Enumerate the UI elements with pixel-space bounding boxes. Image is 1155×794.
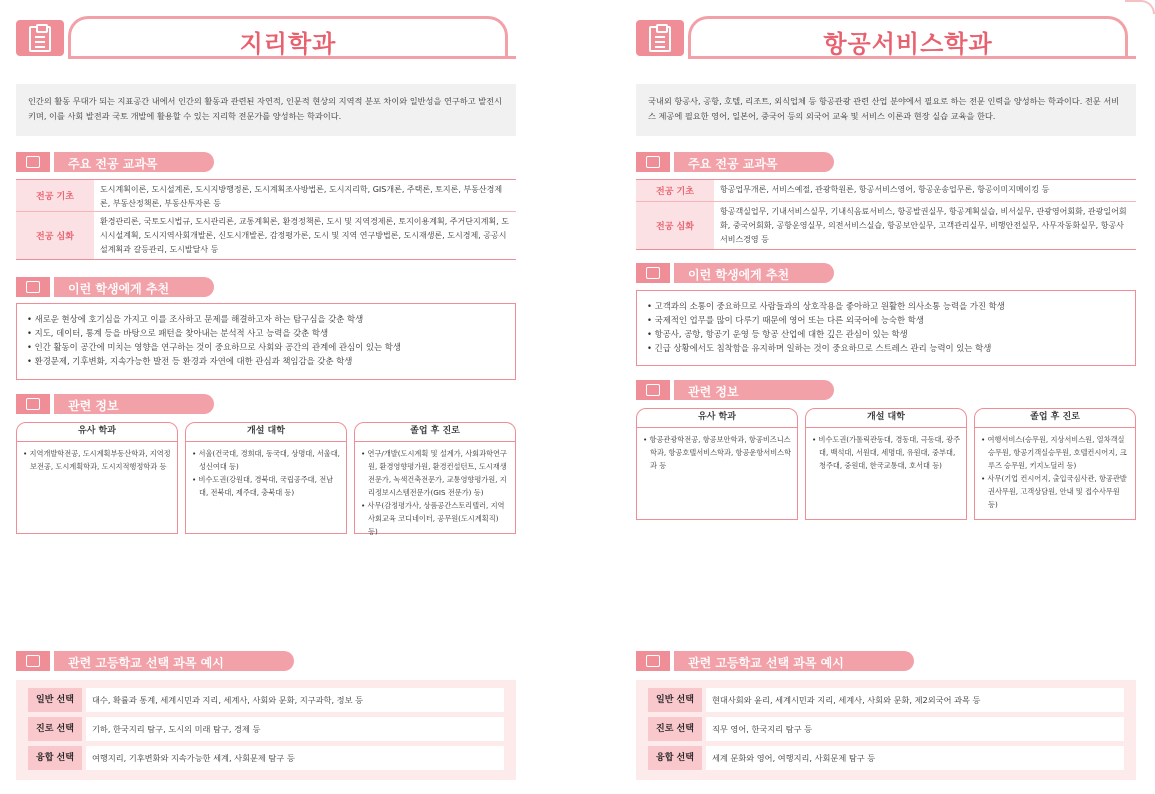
notebook-icon	[16, 152, 50, 172]
title-bar	[636, 14, 1136, 68]
page-corner-decoration	[1125, 0, 1155, 14]
hs-subjects: 기하, 한국지리 탐구, 도시의 미래 탐구, 경제 등	[86, 717, 504, 741]
section-header-courses	[16, 152, 516, 172]
info-item: • 여행서비스(승무원, 지상서비스원, 열차객실승무원, 항공기객실승무원, 호텔컨시어지, 크루즈 승무원, 키지노딜러 등)	[980, 433, 1130, 472]
course-table	[636, 179, 1136, 250]
book-icon	[636, 651, 670, 671]
page-title: 지리학과	[239, 30, 337, 58]
info-item: • 항공관광학전공, 항공보안학과, 항공비즈니스학과, 항공호텔서비스학과, 항공운항서비스학과 등	[642, 433, 792, 472]
info-item: • 연구/개발(도시계획 및 설계가, 사회과학연구원, 환경영향평가원, 환경컨설턴트, 도시재생전문가, 녹색건축전문가, 교통영향평가원, 지리정보시스템전문가(GIS 전문가) 등)	[360, 447, 510, 499]
section-label: 관련 정보	[68, 399, 119, 413]
hs-row	[28, 688, 504, 712]
highschool-box	[16, 680, 516, 780]
course-content: 환경관리론, 국토도시법규, 도시관리론, 교통계획론, 환경정책론, 도시 및 지역경제론, 토지이용계획, 주거단지계획, 도시시설계획, 도시지역사회개발론, 신도시개발론, 감정평가론, 도시 및 지역 연구방법론, 도시재생론, 도시경제, 공공시설계획과 갈등관리, 도시발달사 등	[100, 217, 509, 254]
info-column-head: 개설 대학	[185, 422, 347, 442]
hs-tag: 일반 선택	[28, 688, 82, 712]
recommend-item: • 인간 활동이 공간에 미치는 영향을 연구하는 것이 중요하므로 사회와 공간의 관계에 관심이 있는 학생	[27, 340, 505, 354]
course-row	[16, 180, 516, 212]
recommend-box	[636, 290, 1136, 366]
info-column	[974, 408, 1136, 520]
course-category: 전공 기초	[16, 180, 94, 211]
info-item: • 지역개발학전공, 도시계획부동산학과, 지역정보전공, 도시계획학과, 도시지적행정학과 등	[22, 447, 172, 473]
hs-tag: 융합 선택	[28, 746, 82, 770]
section-label: 주요 전공 교과목	[68, 157, 158, 171]
folder-icon	[16, 277, 50, 297]
course-row	[16, 212, 516, 259]
info-column	[16, 422, 178, 534]
hs-row	[648, 688, 1124, 712]
section-label: 이런 학생에게 추천	[688, 268, 790, 282]
section-label: 주요 전공 교과목	[688, 157, 778, 171]
info-column-head: 유사 학과	[636, 408, 798, 428]
info-column-body	[185, 442, 347, 534]
hs-row	[648, 717, 1124, 741]
recommend-item: • 지도, 데이터, 통계 등을 바탕으로 패턴을 찾아내는 분석적 사고 능력을 갖춘 학생	[27, 326, 505, 340]
course-row	[636, 180, 1136, 202]
title-bar	[16, 14, 516, 68]
course-content: 도시계획이론, 도시설계론, 도시지방행정론, 도시계획조사방법론, 도시지리학, GIS개론, 주택론, 토지론, 부동산경제론, 부동산정책론, 부동산투자론 등	[100, 185, 503, 208]
section-header-courses	[636, 152, 1136, 172]
intro-text: 인간의 활동 무대가 되는 지표공간 내에서 인간의 활동과 관련된 자연적, 인문적 현상의 지역적 분포 차이와 일반성을 연구하고 발전시키며, 이를 사회 발전과 국토 개발에 활용할 수 있는 지리학 전문가를 양성하는 학과이다.	[16, 84, 516, 136]
info-column-body	[354, 442, 516, 534]
info-column-head: 졸업 후 진로	[354, 422, 516, 442]
notebook-icon	[636, 152, 670, 172]
section-label: 이런 학생에게 추천	[68, 282, 170, 296]
recommend-item: • 항공사, 공항, 항공기 운영 등 항공 산업에 대한 깊은 관심이 있는 학생	[647, 327, 1125, 341]
hs-subjects: 대수, 확률과 통계, 세계시민과 지리, 세계사, 사회와 문화, 지구과학, 정보 등	[86, 688, 504, 712]
info-column	[185, 422, 347, 534]
book-icon	[16, 651, 50, 671]
hs-subjects: 여행지리, 기후변화와 지속가능한 세계, 사회문제 탐구 등	[86, 746, 504, 770]
info-column-body	[974, 428, 1136, 520]
hs-subjects: 현대사회와 윤리, 세계시민과 지리, 세계사, 사회와 문화, 제2외국어 과목 등	[706, 688, 1124, 712]
info-columns	[636, 408, 1136, 520]
hs-subjects: 세계 문화와 영어, 여행지리, 사회문제 탐구 등	[706, 746, 1124, 770]
info-item: • 서울(건국대, 경희대, 동국대, 상명대, 서울대, 성신여대 등)	[191, 447, 341, 473]
section-header-info	[16, 394, 516, 414]
info-item: • 사무(감정평가사, 상품공간스토리텔러, 지역사회교육 코디네이터, 공무원(도시계획직) 등)	[360, 499, 510, 538]
recommend-box	[16, 303, 516, 380]
info-column-head: 졸업 후 진로	[974, 408, 1136, 428]
course-category: 전공 기초	[636, 180, 714, 201]
section-label: 관련 고등학교 선택 과목 예시	[68, 656, 224, 670]
course-row	[636, 202, 1136, 249]
info-item: • 비수도권(강원대, 경북대, 국립공주대, 전남대, 전북대, 제주대, 충북대 등)	[191, 473, 341, 499]
intro-text: 국내외 항공사, 공항, 호텔, 리조트, 외식업체 등 항공관광 관련 산업 분야에서 필요로 하는 전문 인력을 양성하는 학과이다. 전문 서비스 제공에 필요한 영어, 일본어, 중국어 등의 외국어 교육 및 서비스 이론과 현장 실습 교육을 한다.	[636, 84, 1136, 136]
info-column	[636, 408, 798, 520]
info-columns	[16, 422, 516, 534]
section-header-highschool	[636, 651, 1136, 671]
course-category: 전공 심화	[636, 202, 714, 249]
info-item: • 사무(기업 컨시어지, 출입국심사관, 항공관발권사무원, 고객상담원, 안내 및 접수사무원 등)	[980, 472, 1130, 511]
course-category: 전공 심화	[16, 212, 94, 259]
info-column	[805, 408, 967, 520]
info-column-body	[805, 428, 967, 520]
info-item: • 비수도권(가톨릭관동대, 경동대, 극동대, 광주대, 백석대, 서원대, 세명대, 유원대, 중부대, 청주대, 중원대, 한국교통대, 호서대 등)	[811, 433, 961, 472]
clipboard-icon	[636, 20, 684, 56]
hs-tag: 진로 선택	[648, 717, 702, 741]
course-content: 항공업무개론, 서비스예절, 관광학원론, 항공서비스영어, 항공운송업무론, 항공이미지메이킹 등	[720, 185, 1050, 194]
section-header-info	[636, 380, 1136, 400]
hs-row	[648, 746, 1124, 770]
clipboard-icon	[16, 20, 64, 56]
course-content: 항공객실업무, 기내서비스실무, 기내식음료서비스, 항공발권실무, 항공계획실습, 비서실무, 관광영어회화, 관광일어회화, 중국어회화, 공항운영실무, 의전서비스실습, 항공보안실무, 고객관리실무, 비행안전실무, 사무자동화실무, 항공사서비스경영 등	[720, 207, 1127, 244]
page-title: 항공서비스학과	[823, 30, 993, 58]
document-icon	[16, 394, 50, 414]
hs-tag: 진로 선택	[28, 717, 82, 741]
highschool-box	[636, 680, 1136, 780]
hs-row	[28, 717, 504, 741]
section-label: 관련 고등학교 선택 과목 예시	[688, 656, 844, 670]
recommend-item: • 환경문제, 기후변화, 지속가능한 발전 등 환경과 자연에 대한 관심과 책임감을 갖춘 학생	[27, 354, 505, 368]
section-label: 관련 정보	[688, 385, 739, 399]
course-table	[16, 179, 516, 260]
recommend-item: • 국제적인 업무를 많이 다루기 때문에 영어 또는 다른 외국어에 능숙한 학생	[647, 313, 1125, 327]
info-column-head: 개설 대학	[805, 408, 967, 428]
info-column-body	[636, 428, 798, 520]
info-column-body	[16, 442, 178, 534]
folder-icon	[636, 263, 670, 283]
info-column	[354, 422, 516, 534]
section-header-recommend	[636, 263, 1136, 283]
recommend-item: • 고객과의 소통이 중요하므로 사람들과의 상호작용을 좋아하고 원활한 의사소통 능력을 가진 학생	[647, 299, 1125, 313]
info-column-head: 유사 학과	[16, 422, 178, 442]
hs-row	[28, 746, 504, 770]
section-header-highschool	[16, 651, 516, 671]
hs-tag: 융합 선택	[648, 746, 702, 770]
recommend-item: • 새로운 현상에 호기심을 가지고 이를 조사하고 문제를 해결하고자 하는 탐구심을 갖춘 학생	[27, 312, 505, 326]
recommend-item: • 긴급 상황에서도 침착함을 유지하며 일하는 것이 중요하므로 스트레스 관리 능력이 있는 학생	[647, 341, 1125, 355]
hs-tag: 일반 선택	[648, 688, 702, 712]
section-header-recommend	[16, 277, 516, 297]
document-icon	[636, 380, 670, 400]
hs-subjects: 직무 영어, 한국지리 탐구 등	[706, 717, 1124, 741]
